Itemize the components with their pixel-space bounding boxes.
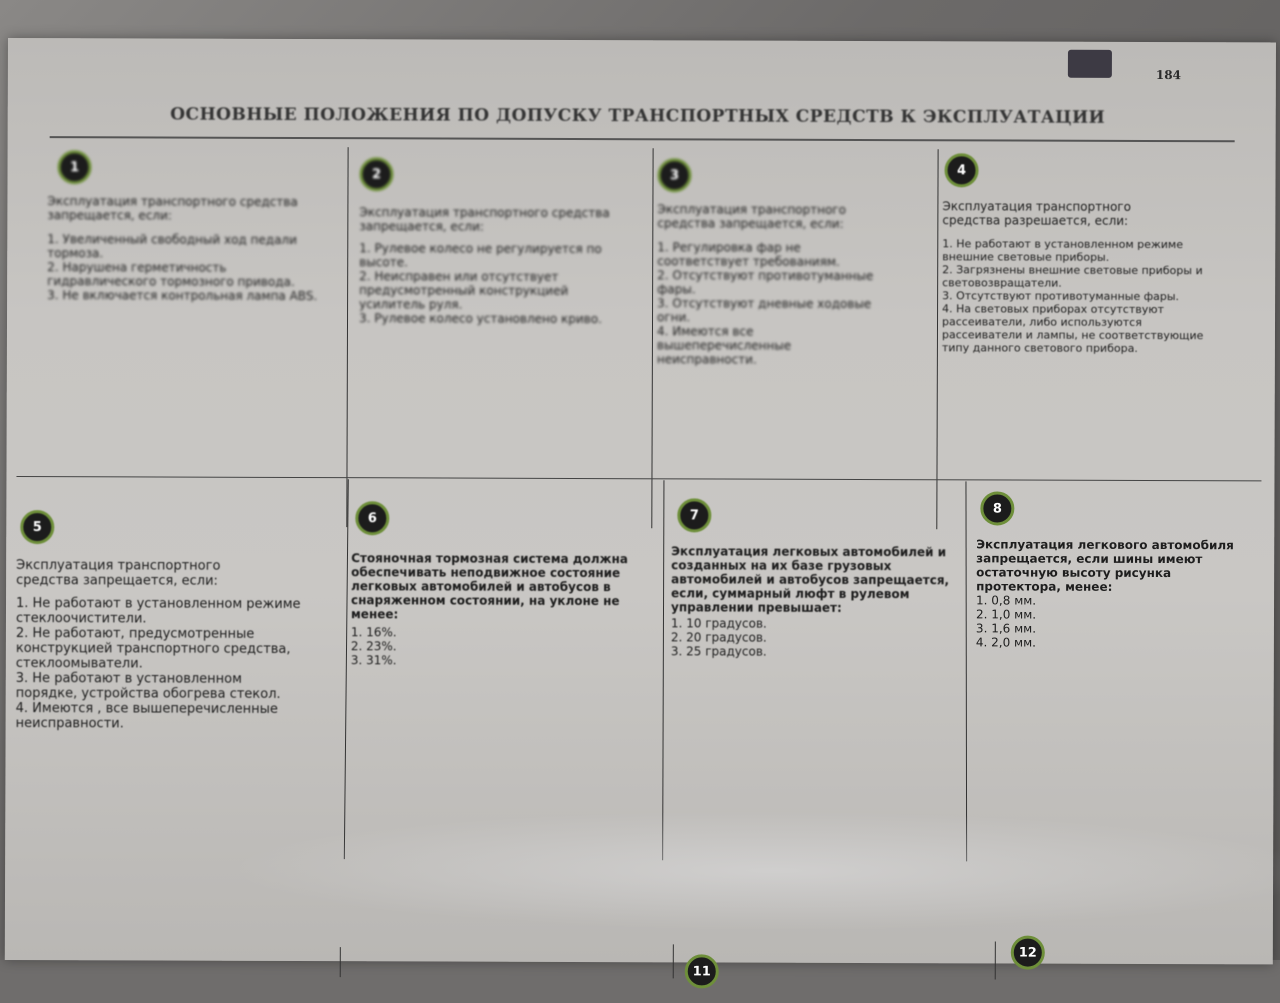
column-divider bbox=[340, 947, 341, 977]
answer-option[interactable]: 1. Регулировка фар не соответствует требованиям. bbox=[657, 240, 840, 269]
answer-option[interactable]: 2. Отсутствуют противотуманные фары. bbox=[657, 268, 874, 297]
answer-option[interactable]: 3. 31%. bbox=[350, 653, 397, 668]
question-card-2[interactable] bbox=[358, 157, 645, 327]
answer-option[interactable]: 3. Не работают в установленном порядке, устройства обогрева стекол. bbox=[15, 671, 281, 702]
column-divider bbox=[346, 147, 348, 527]
answer-options bbox=[657, 240, 887, 367]
answer-option[interactable]: 2. 20 градусов. bbox=[670, 630, 767, 645]
title-divider bbox=[50, 136, 1235, 142]
card-number-badge: 7 bbox=[677, 498, 711, 532]
answer-options bbox=[16, 596, 306, 732]
answer-options bbox=[351, 625, 551, 668]
column-divider bbox=[965, 481, 967, 861]
card-number-badge: 11 bbox=[685, 954, 719, 988]
document-page bbox=[5, 38, 1276, 979]
column-divider bbox=[936, 149, 938, 529]
answer-option[interactable]: 4. Имеются все вышеперечисленные неисправности. bbox=[656, 324, 792, 367]
question-text: Эксплуатация транспортного средства запрещается, если: bbox=[657, 202, 847, 231]
card-number-badge: 5 bbox=[20, 510, 54, 544]
answer-option[interactable]: 1. 16%. bbox=[350, 625, 397, 640]
card-number-badge: 1 bbox=[57, 150, 91, 184]
answer-option[interactable]: 4. Имеются , все вышеперечисленные неисправности. bbox=[15, 701, 278, 732]
answer-option[interactable]: 3. 25 градусов. bbox=[670, 644, 767, 659]
question-text: Эксплуатация транспортного средства разрешается, если: bbox=[942, 199, 1132, 228]
answer-options bbox=[359, 241, 634, 326]
question-text: Эксплуатация легкового автомобиля запрещается, если шины имеют остаточную высоту рисунка протектора, менее: bbox=[976, 537, 1234, 594]
question-text: Эксплуатация легковых автомобилей и созданных на их базе грузовых автомобилей и автобусов запрещается, если, суммарный люфт в рулевом управлении превышает: bbox=[670, 544, 950, 615]
card-number-badge: 3 bbox=[657, 158, 691, 192]
question-card-8[interactable] bbox=[975, 491, 1256, 650]
column-divider bbox=[995, 941, 996, 979]
answer-option[interactable]: 2. Не работают, предусмотренные конструкцией транспортного средства, стеклоомыватели. bbox=[15, 626, 291, 672]
question-card-7[interactable] bbox=[670, 498, 961, 659]
answer-option[interactable]: 3. Отсутствуют противотуманные фары. bbox=[942, 289, 1180, 304]
question-card-4[interactable] bbox=[941, 153, 1233, 355]
answer-options bbox=[47, 232, 327, 303]
answer-option[interactable]: 2. Нарушена герметичность гидравлического тормозного привода. bbox=[47, 260, 295, 290]
question-card-6[interactable] bbox=[350, 501, 656, 668]
card-number-badge: 12 bbox=[1011, 936, 1045, 970]
answer-option[interactable]: 2. Загрязнены внешние световые приборы и световозвращатели. bbox=[942, 263, 1203, 290]
answer-options bbox=[671, 616, 871, 659]
column-divider bbox=[662, 480, 664, 860]
answer-option[interactable]: 3. Рулевое колесо установлено криво. bbox=[358, 311, 602, 327]
column-divider bbox=[673, 944, 674, 978]
column-divider bbox=[344, 479, 349, 859]
page-tab-marker bbox=[1068, 50, 1112, 78]
answer-options bbox=[976, 593, 1176, 650]
question-card-5[interactable] bbox=[15, 510, 336, 732]
answer-option[interactable]: 4. 2,0 мм. bbox=[975, 635, 1037, 650]
answer-option[interactable]: 3. Отсутствуют дневные ходовые огни. bbox=[657, 296, 872, 325]
answer-option[interactable]: 3. Не включается контрольная лампа ABS. bbox=[47, 288, 318, 304]
row-divider bbox=[16, 476, 1261, 481]
card-number-badge: 4 bbox=[944, 153, 978, 187]
light-glare bbox=[225, 809, 1280, 933]
answer-option[interactable]: 1. 10 градусов. bbox=[670, 616, 767, 631]
card-number-badge: 6 bbox=[355, 501, 389, 535]
question-card-3[interactable] bbox=[656, 158, 928, 367]
answer-option[interactable]: 2. 1,0 мм. bbox=[975, 607, 1037, 622]
answer-option[interactable]: 1. Не работают в установленном режиме внешние световые приборы. bbox=[942, 237, 1184, 264]
next-page-strip bbox=[5, 938, 1273, 1002]
question-text: Стояночная тормозная система должна обеспечивать неподвижное состояние легковых автомобилей и автобусов в снаряженном состоянии, на уклоне не менее: bbox=[350, 551, 628, 622]
question-text: Эксплуатация транспортного средства запрещается, если: bbox=[359, 205, 610, 234]
page-number: 184 bbox=[1155, 68, 1181, 83]
answer-option[interactable]: 3. 1,6 мм. bbox=[975, 621, 1037, 636]
answer-option[interactable]: 4. На световых приборах отсутствуют рассеиватели, либо используются рассеиватели и лампы, не соответствующие типу данного светового прибора. bbox=[941, 302, 1204, 355]
answer-option[interactable]: 1. 0,8 мм. bbox=[976, 593, 1037, 608]
card-number-badge: 8 bbox=[980, 491, 1014, 525]
question-text: Эксплуатация транспортного средства запрещается, если: bbox=[47, 194, 298, 223]
answer-options bbox=[942, 237, 1212, 355]
question-card-1[interactable] bbox=[47, 150, 338, 304]
page-title: ОСНОВНЫЕ ПОЛОЖЕНИЯ ПО ДОПУСКУ ТРАНСПОРТНЫХ СРЕДСТВ К ЭКСПЛУАТАЦИИ bbox=[170, 104, 1106, 128]
answer-option[interactable]: 1. Увеличенный свободный ход педали тормоза. bbox=[47, 232, 297, 261]
answer-option[interactable]: 1. Рулевое колесо не регулируется по высоте. bbox=[359, 241, 602, 270]
card-number-badge: 2 bbox=[359, 157, 393, 191]
column-divider bbox=[651, 148, 653, 528]
answer-option[interactable]: 2. 23%. bbox=[350, 639, 397, 654]
answer-option[interactable]: 2. Неисправен или отсутствует предусмотренный конструкцией усилитель руля. bbox=[359, 269, 569, 312]
question-text: Эксплуатация транспортного средства запрещается, если: bbox=[16, 558, 221, 589]
answer-option[interactable]: 1. Не работают в установленном режиме стеклоочистители. bbox=[15, 596, 301, 627]
